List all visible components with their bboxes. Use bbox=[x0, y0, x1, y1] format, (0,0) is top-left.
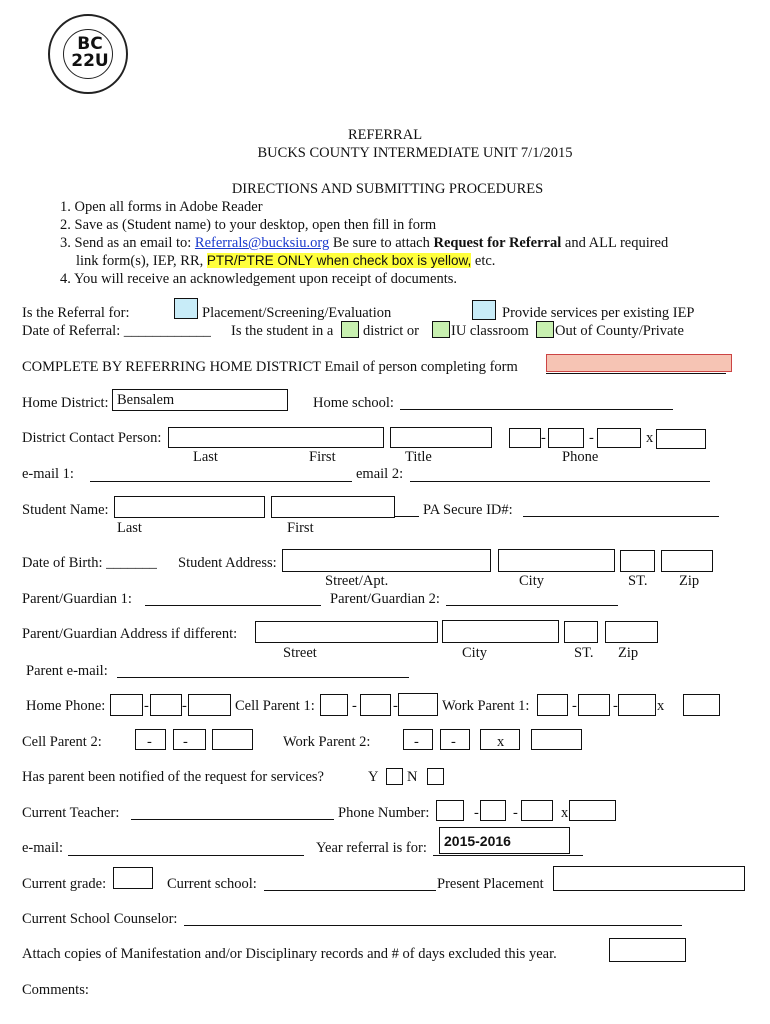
direction-step-3: 3. Send as an email to: Referrals@bucksiu.org Be sure to attach Request for Referral and ALL required bbox=[60, 235, 669, 251]
student-zip-caption: Zip bbox=[679, 573, 700, 589]
out-of-county-checkbox[interactable] bbox=[536, 321, 554, 338]
days-excluded-field[interactable] bbox=[609, 938, 686, 962]
year-referral-value: 2015-2016 bbox=[444, 833, 511, 849]
year-referral-field[interactable] bbox=[439, 827, 570, 854]
cell1-prefix[interactable] bbox=[360, 694, 391, 716]
teacher-ext-label: x bbox=[561, 805, 569, 821]
ptr-highlight: PTR/PTRE ONLY when check box is yellow, bbox=[206, 253, 472, 268]
student-name-label: Student Name: bbox=[22, 502, 109, 518]
home-phone-area[interactable] bbox=[110, 694, 143, 716]
cell1-dash-2: - bbox=[393, 698, 398, 714]
counselor-label: Current School Counselor: bbox=[22, 911, 178, 927]
contact-phone-line[interactable] bbox=[597, 428, 641, 448]
home-school-line[interactable] bbox=[400, 409, 673, 410]
teacher-label: Current Teacher: bbox=[22, 805, 120, 821]
teacher-phone-area[interactable] bbox=[436, 800, 464, 821]
attach-records-text: Attach copies of Manifestation and/or Disciplinary records and # of days excluded this year. bbox=[22, 946, 557, 962]
parent-state-field[interactable] bbox=[564, 621, 598, 643]
direction-step-4: 4. You will receive an acknowledgement upon receipt of documents. bbox=[60, 271, 458, 287]
out-of-county-label: Out of County/Private bbox=[555, 323, 684, 339]
work1-line[interactable] bbox=[618, 694, 656, 716]
date-of-referral: Date of Referral: ____________ bbox=[22, 323, 211, 339]
student-first-caption: First bbox=[287, 520, 314, 536]
student-first-field[interactable] bbox=[271, 496, 395, 518]
student-last-caption: Last bbox=[117, 520, 142, 536]
directions-heading: DIRECTIONS AND SUBMITTING PROCEDURES bbox=[231, 181, 544, 197]
form-subtitle: BUCKS COUNTY INTERMEDIATE UNIT 7/1/2015 bbox=[257, 145, 573, 161]
teacher-phone-line[interactable] bbox=[521, 800, 553, 821]
complete-by-heading: COMPLETE BY REFERRING HOME DISTRICT Email of person completing form bbox=[22, 359, 518, 375]
cell2-label: Cell Parent 2: bbox=[22, 734, 102, 750]
student-state-caption: ST. bbox=[628, 573, 648, 589]
referrals-email-link[interactable]: Referrals@bucksiu.org bbox=[194, 235, 330, 251]
present-placement-field[interactable] bbox=[553, 866, 745, 891]
work1-ext-field[interactable] bbox=[683, 694, 720, 716]
cell2-prefix[interactable] bbox=[173, 729, 206, 750]
direction-step-1: 1. Open all forms in Adobe Reader bbox=[60, 199, 263, 215]
referral-for-label: Is the Referral for: bbox=[22, 305, 130, 321]
teacher-phone-dash-2: - bbox=[513, 805, 518, 821]
parent-street-caption: Street bbox=[283, 645, 317, 661]
contact-ext-label: x bbox=[646, 430, 654, 446]
student-last-field[interactable] bbox=[114, 496, 265, 518]
parent2-line[interactable] bbox=[446, 605, 618, 606]
work2-ext-label: x bbox=[497, 734, 505, 750]
contact-last-field[interactable] bbox=[168, 427, 384, 448]
contact-phone-caption: Phone bbox=[562, 449, 599, 465]
cell1-line[interactable] bbox=[398, 693, 438, 716]
existing-iep-label: Provide services per existing IEP bbox=[502, 305, 695, 321]
contact-phone-dash-2: - bbox=[589, 430, 594, 446]
iu-classroom-checkbox[interactable] bbox=[432, 321, 450, 338]
dob-label: Date of Birth: _______ bbox=[22, 555, 157, 571]
student-name-line bbox=[395, 516, 419, 517]
directions-list bbox=[60, 198, 668, 288]
parent-street-field[interactable] bbox=[255, 621, 438, 643]
teacher-ext-field[interactable] bbox=[569, 800, 616, 821]
home-phone-line[interactable] bbox=[188, 694, 231, 716]
completer-email-field[interactable] bbox=[546, 354, 732, 372]
student-in-label: Is the student in a bbox=[231, 323, 334, 339]
teacher-line[interactable] bbox=[131, 819, 334, 820]
home-phone-dash-1: - bbox=[144, 698, 149, 714]
counselor-line[interactable] bbox=[184, 925, 682, 926]
cell2-line[interactable] bbox=[212, 729, 253, 750]
parent1-line[interactable] bbox=[145, 605, 321, 606]
parent2-label: Parent/Guardian 2: bbox=[330, 591, 440, 607]
work2-dash-1: - bbox=[414, 734, 419, 750]
contact-person-label: District Contact Person: bbox=[22, 430, 162, 446]
work1-area[interactable] bbox=[537, 694, 568, 716]
contact-last-caption: Last bbox=[193, 449, 218, 465]
parent-state-caption: ST. bbox=[574, 645, 594, 661]
teacher-phone-prefix[interactable] bbox=[480, 800, 506, 821]
form-title: REFERRAL bbox=[347, 127, 423, 143]
notified-question: Has parent been notified of the request for services? bbox=[22, 769, 324, 785]
existing-iep-checkbox[interactable] bbox=[472, 300, 496, 320]
email1-label: e-mail 1: bbox=[22, 466, 74, 482]
work2-label: Work Parent 2: bbox=[283, 734, 371, 750]
direction-step-3-cont: link form(s), IEP, RR, PTR/PTRE ONLY when check box is yellow, etc. bbox=[76, 253, 496, 269]
work2-ext-field[interactable] bbox=[531, 729, 582, 750]
work2-dash-2: - bbox=[451, 734, 456, 750]
contact-ext-field[interactable] bbox=[656, 429, 706, 449]
cell1-label: Cell Parent 1: bbox=[235, 698, 315, 714]
student-address-label: Student Address: bbox=[178, 555, 277, 571]
notified-yes-checkbox[interactable] bbox=[386, 768, 403, 785]
work1-dash-1: - bbox=[572, 698, 577, 714]
home-school-label: Home school: bbox=[313, 395, 394, 411]
teacher-email-line[interactable] bbox=[68, 855, 304, 856]
seal-monogram: BC 22U bbox=[71, 34, 109, 71]
iu-classroom-label: IU classroom bbox=[451, 323, 529, 339]
parent-city-field[interactable] bbox=[442, 620, 559, 643]
contact-title-field[interactable] bbox=[390, 427, 492, 448]
student-state-field[interactable] bbox=[620, 550, 655, 572]
student-city-field[interactable] bbox=[498, 549, 615, 572]
work1-prefix[interactable] bbox=[578, 694, 610, 716]
home-phone-prefix[interactable] bbox=[150, 694, 182, 716]
parent1-label: Parent/Guardian 1: bbox=[22, 591, 132, 607]
contact-first-caption: First bbox=[309, 449, 336, 465]
cell2-dash-1: - bbox=[147, 734, 152, 750]
home-district-label: Home District: bbox=[22, 395, 109, 411]
cell1-area[interactable] bbox=[320, 694, 348, 716]
current-school-label: Current school: bbox=[167, 876, 257, 892]
contact-title-caption: Title bbox=[405, 449, 432, 465]
current-grade-field[interactable] bbox=[113, 867, 153, 889]
work1-dash-2: - bbox=[613, 698, 618, 714]
present-placement-label: Present Placement bbox=[437, 876, 544, 892]
parent-zip-field[interactable] bbox=[605, 621, 658, 643]
year-referral-line bbox=[433, 855, 583, 856]
current-school-line[interactable] bbox=[264, 890, 436, 891]
teacher-email-label: e-mail: bbox=[22, 840, 64, 856]
placement-label: Placement/Screening/Evaluation bbox=[202, 305, 392, 321]
student-street-caption: Street/Apt. bbox=[325, 573, 389, 589]
parent-address-label: Parent/Guardian Address if different: bbox=[22, 626, 238, 642]
bucks-iu-seal bbox=[48, 14, 128, 94]
teacher-phone-label: Phone Number: bbox=[338, 805, 430, 821]
email2-label: email 2: bbox=[356, 466, 404, 482]
pa-secure-id-line[interactable] bbox=[523, 516, 719, 517]
parent-email-label: Parent e-mail: bbox=[26, 663, 108, 679]
current-grade-label: Current grade: bbox=[22, 876, 107, 892]
home-phone-dash-2: - bbox=[182, 698, 187, 714]
email2-line[interactable] bbox=[410, 481, 710, 482]
contact-phone-prefix[interactable] bbox=[548, 428, 584, 448]
comments-label: Comments: bbox=[22, 982, 89, 998]
teacher-phone-dash-1: - bbox=[474, 805, 479, 821]
email1-line[interactable] bbox=[90, 481, 352, 482]
home-district-field[interactable] bbox=[112, 389, 288, 411]
student-street-field[interactable] bbox=[282, 549, 491, 572]
direction-step-2: 2. Save as (Student name) to your desktop, open then fill in form bbox=[60, 217, 437, 233]
placement-checkbox[interactable] bbox=[174, 298, 198, 319]
notified-yes-label: Y bbox=[368, 769, 379, 785]
contact-phone-dash-1: - bbox=[541, 430, 546, 446]
parent-zip-caption: Zip bbox=[618, 645, 639, 661]
parent-email-line[interactable] bbox=[117, 677, 409, 678]
cell1-dash-1: - bbox=[352, 698, 357, 714]
year-referral-label: Year referral is for: bbox=[316, 840, 427, 856]
parent-city-caption: City bbox=[462, 645, 487, 661]
district-checkbox[interactable] bbox=[341, 321, 359, 338]
student-zip-field[interactable] bbox=[661, 550, 713, 572]
contact-phone-area[interactable] bbox=[509, 428, 541, 448]
home-district-value: Bensalem bbox=[117, 392, 175, 408]
notified-no-checkbox[interactable] bbox=[427, 768, 444, 785]
pa-secure-id-label: PA Secure ID#: bbox=[423, 502, 513, 518]
home-phone-label: Home Phone: bbox=[26, 698, 106, 714]
work1-label: Work Parent 1: bbox=[442, 698, 530, 714]
student-city-caption: City bbox=[519, 573, 544, 589]
cell2-dash-2: - bbox=[183, 734, 188, 750]
notified-no-label: N bbox=[407, 769, 418, 785]
completer-email-line bbox=[546, 373, 726, 374]
district-label: district or bbox=[363, 323, 419, 339]
work1-ext-label: x bbox=[657, 698, 665, 714]
